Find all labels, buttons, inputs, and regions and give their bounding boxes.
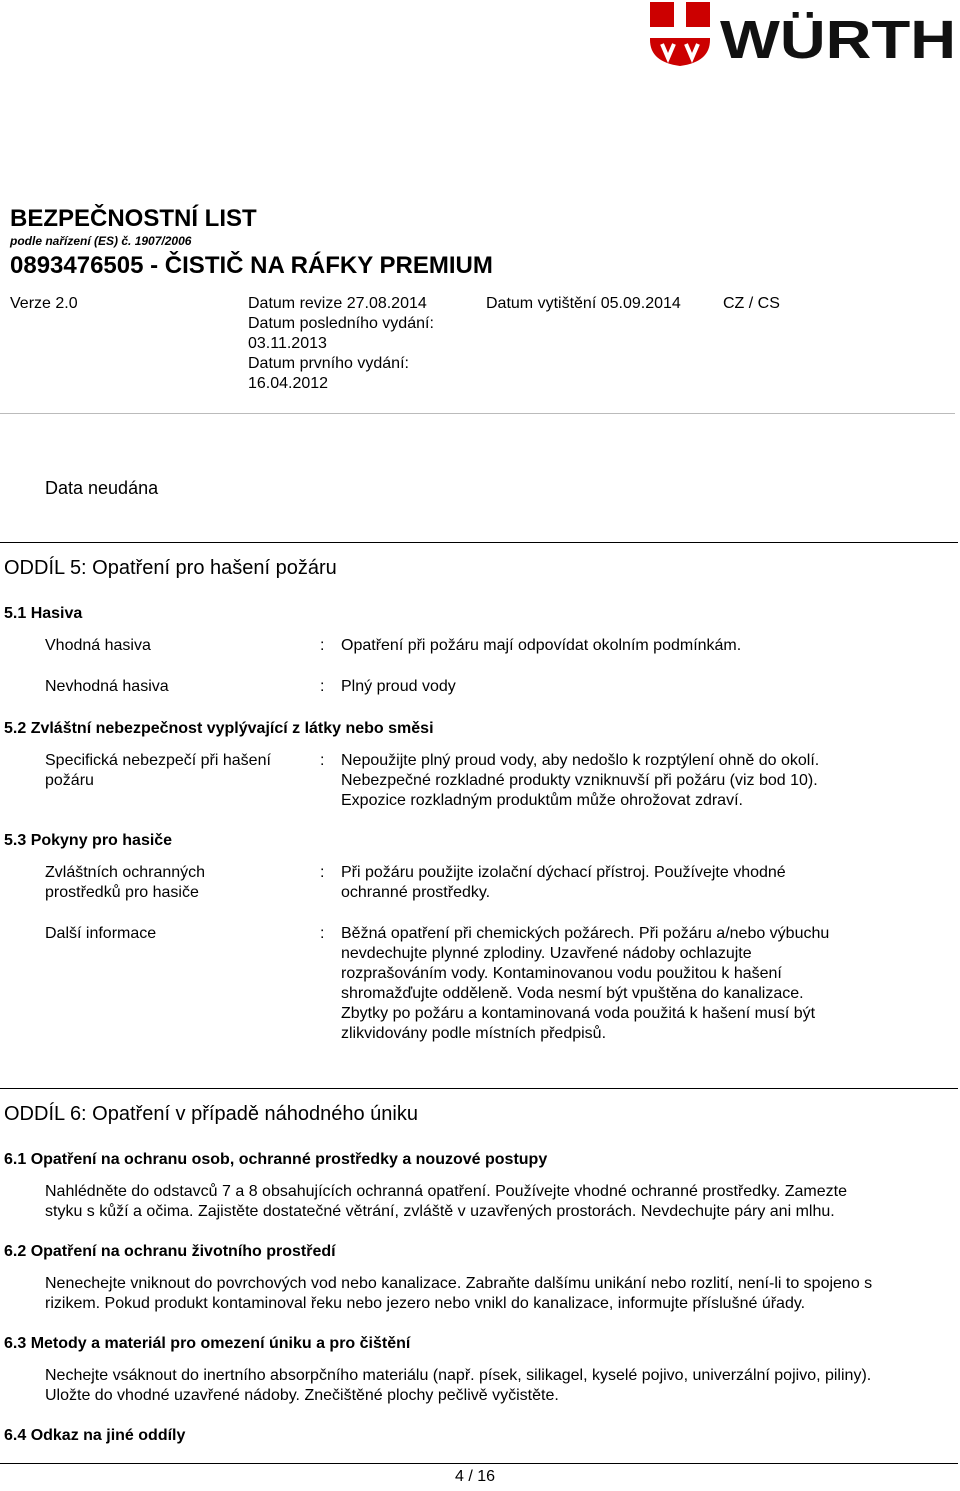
- text-line: styku s kůží a očima. Zajistěte dostatečné větrání, zvláště v uzavřených prostorách. Nevdechujte páry ani mlhu.: [45, 1203, 835, 1220]
- first-issue-date: 16.04.2012: [248, 375, 329, 392]
- value-line: nevdechujte plynné zplodiny. Uzavřené nádoby ochlazujte: [341, 945, 752, 962]
- product-name: 0893476505 - ČISTIČ NA RÁFKY PREMIUM: [10, 252, 493, 279]
- further-info-label: Další informace: [45, 925, 157, 942]
- value-line: Nebezpečné rozkladné produkty vzniknuvší při požáru (viz bod 10).: [341, 772, 818, 789]
- suitable-media-value: Opatření při požáru mají odpovídat okolním podmínkám.: [341, 637, 742, 654]
- value-line: Zbytky po požáru a kontaminovaná voda použitá k hašení musí být: [341, 1005, 816, 1022]
- date-block: [248, 294, 478, 394]
- last-issue-label: Datum posledního vydání:: [248, 315, 434, 332]
- colon: :: [320, 637, 325, 654]
- section6-1-text: [45, 1182, 955, 1222]
- section6-rule: [0, 1088, 958, 1089]
- page-number: 4 / 16: [455, 1468, 496, 1485]
- label-line: Specifická nebezpečí při hašení: [45, 752, 271, 769]
- section6-4-heading: 6.4 Odkaz na jiné oddíly: [4, 1427, 186, 1444]
- section5-1-heading: 5.1 Hasiva: [4, 605, 83, 622]
- colon: :: [320, 925, 325, 942]
- suitable-media-label: Vhodná hasiva: [45, 637, 151, 654]
- unsuitable-media-value: Plný proud vody: [341, 678, 456, 695]
- preamble-text: Data neudána: [45, 478, 159, 498]
- section5-3-heading: 5.3 Pokyny pro hasiče: [4, 832, 173, 849]
- text-line: Uložte do vhodné uzavřené nádoby. Znečištěné plochy pečlivě vyčistěte.: [45, 1387, 559, 1404]
- label-line: požáru: [45, 772, 94, 789]
- document-subtitle: podle nařízení (ES) č. 1907/2006: [10, 234, 192, 248]
- text-line: Nahlédněte do odstavců 7 a 8 obsahujících ochranná opatření. Používejte vhodné ochranné prostředky. Zamezte: [45, 1183, 847, 1200]
- value-line: Při požáru použijte izolační dýchací přístroj. Používejte vhodné: [341, 864, 786, 881]
- document-title: BEZPEČNOSTNÍ LIST: [10, 205, 257, 232]
- text-line: Nechejte vsáknout do inertního absorpčního materiálu (např. písek, silikagel, kyselé pojivo, univerzální pojivo, piliny).: [45, 1367, 872, 1384]
- value-line: ochranné prostředky.: [341, 884, 491, 901]
- unsuitable-media-label: Nevhodná hasiva: [45, 678, 169, 695]
- wurth-logo: [648, 0, 960, 70]
- specific-hazards-label: [45, 751, 305, 791]
- section6-1-heading: 6.1 Opatření na ochranu osob, ochranné prostředky a nouzové postupy: [4, 1151, 548, 1168]
- print-date: Datum vytištění 05.09.2014: [486, 295, 681, 312]
- wurth-wordmark: WÜRTH: [720, 10, 956, 70]
- label-line: Zvláštních ochranných: [45, 864, 206, 881]
- last-issue-date: 03.11.2013: [248, 335, 327, 352]
- section6-2-text: [45, 1274, 955, 1314]
- value-line: Běžná opatření při chemických požárech. Při požáru a/nebo výbuchu: [341, 925, 830, 942]
- revision-date: Datum revize 27.08.2014: [248, 295, 427, 312]
- value-line: rozprašováním vody. Kontaminovanou vodu použitou k hašení: [341, 965, 782, 982]
- header-divider: [0, 413, 955, 414]
- value-line: Nepoužijte plný proud vody, aby nedošlo k rozptýlení ohně do okolí.: [341, 752, 820, 769]
- specific-hazards-value: [341, 751, 901, 811]
- colon: :: [320, 752, 325, 769]
- text-line: rizikem. Pokud produkt kontaminoval řeku nebo jezero nebo vnikl do kanalizace, informujte příslušné úřady.: [45, 1295, 806, 1312]
- protective-equipment-value: [341, 863, 901, 903]
- label-line: prostředků pro hasiče: [45, 884, 199, 901]
- section6-3-text: [45, 1366, 955, 1406]
- section5-title: ODDÍL 5: Opatření pro hašení požáru: [4, 557, 337, 579]
- text-line: Nenechejte vniknout do povrchových vod nebo kanalizace. Zabraňte dalšímu unikání nebo rozlití, není-li to spojeno s: [45, 1275, 873, 1292]
- section6-2-heading: 6.2 Opatření na ochranu životního prostředí: [4, 1243, 336, 1260]
- wurth-mark-icon: [650, 2, 710, 66]
- value-line: Expozice rozkladným produktům může ohrožovat zdraví.: [341, 792, 743, 809]
- value-line: zlikvidovány podle místních předpisů.: [341, 1025, 607, 1042]
- locale: CZ / CS: [723, 295, 780, 312]
- section6-3-heading: 6.3 Metody a materiál pro omezení úniku a pro čištění: [4, 1335, 411, 1352]
- value-line: shromažďujte odděleně. Voda nesmí být vpuštěna do kanalizace.: [341, 985, 804, 1002]
- first-issue-label: Datum prvního vydání:: [248, 355, 409, 372]
- protective-equipment-label: [45, 863, 305, 903]
- version: Verze 2.0: [10, 295, 78, 312]
- further-info-value: [341, 924, 901, 1044]
- footer-rule: [0, 1463, 958, 1464]
- colon: :: [320, 864, 325, 881]
- section5-rule: [0, 542, 958, 543]
- section6-title: ODDÍL 6: Opatření v případě náhodného úniku: [4, 1103, 418, 1125]
- section5-2-heading: 5.2 Zvláštní nebezpečnost vyplývající z látky nebo směsi: [4, 720, 434, 737]
- colon: :: [320, 678, 325, 695]
